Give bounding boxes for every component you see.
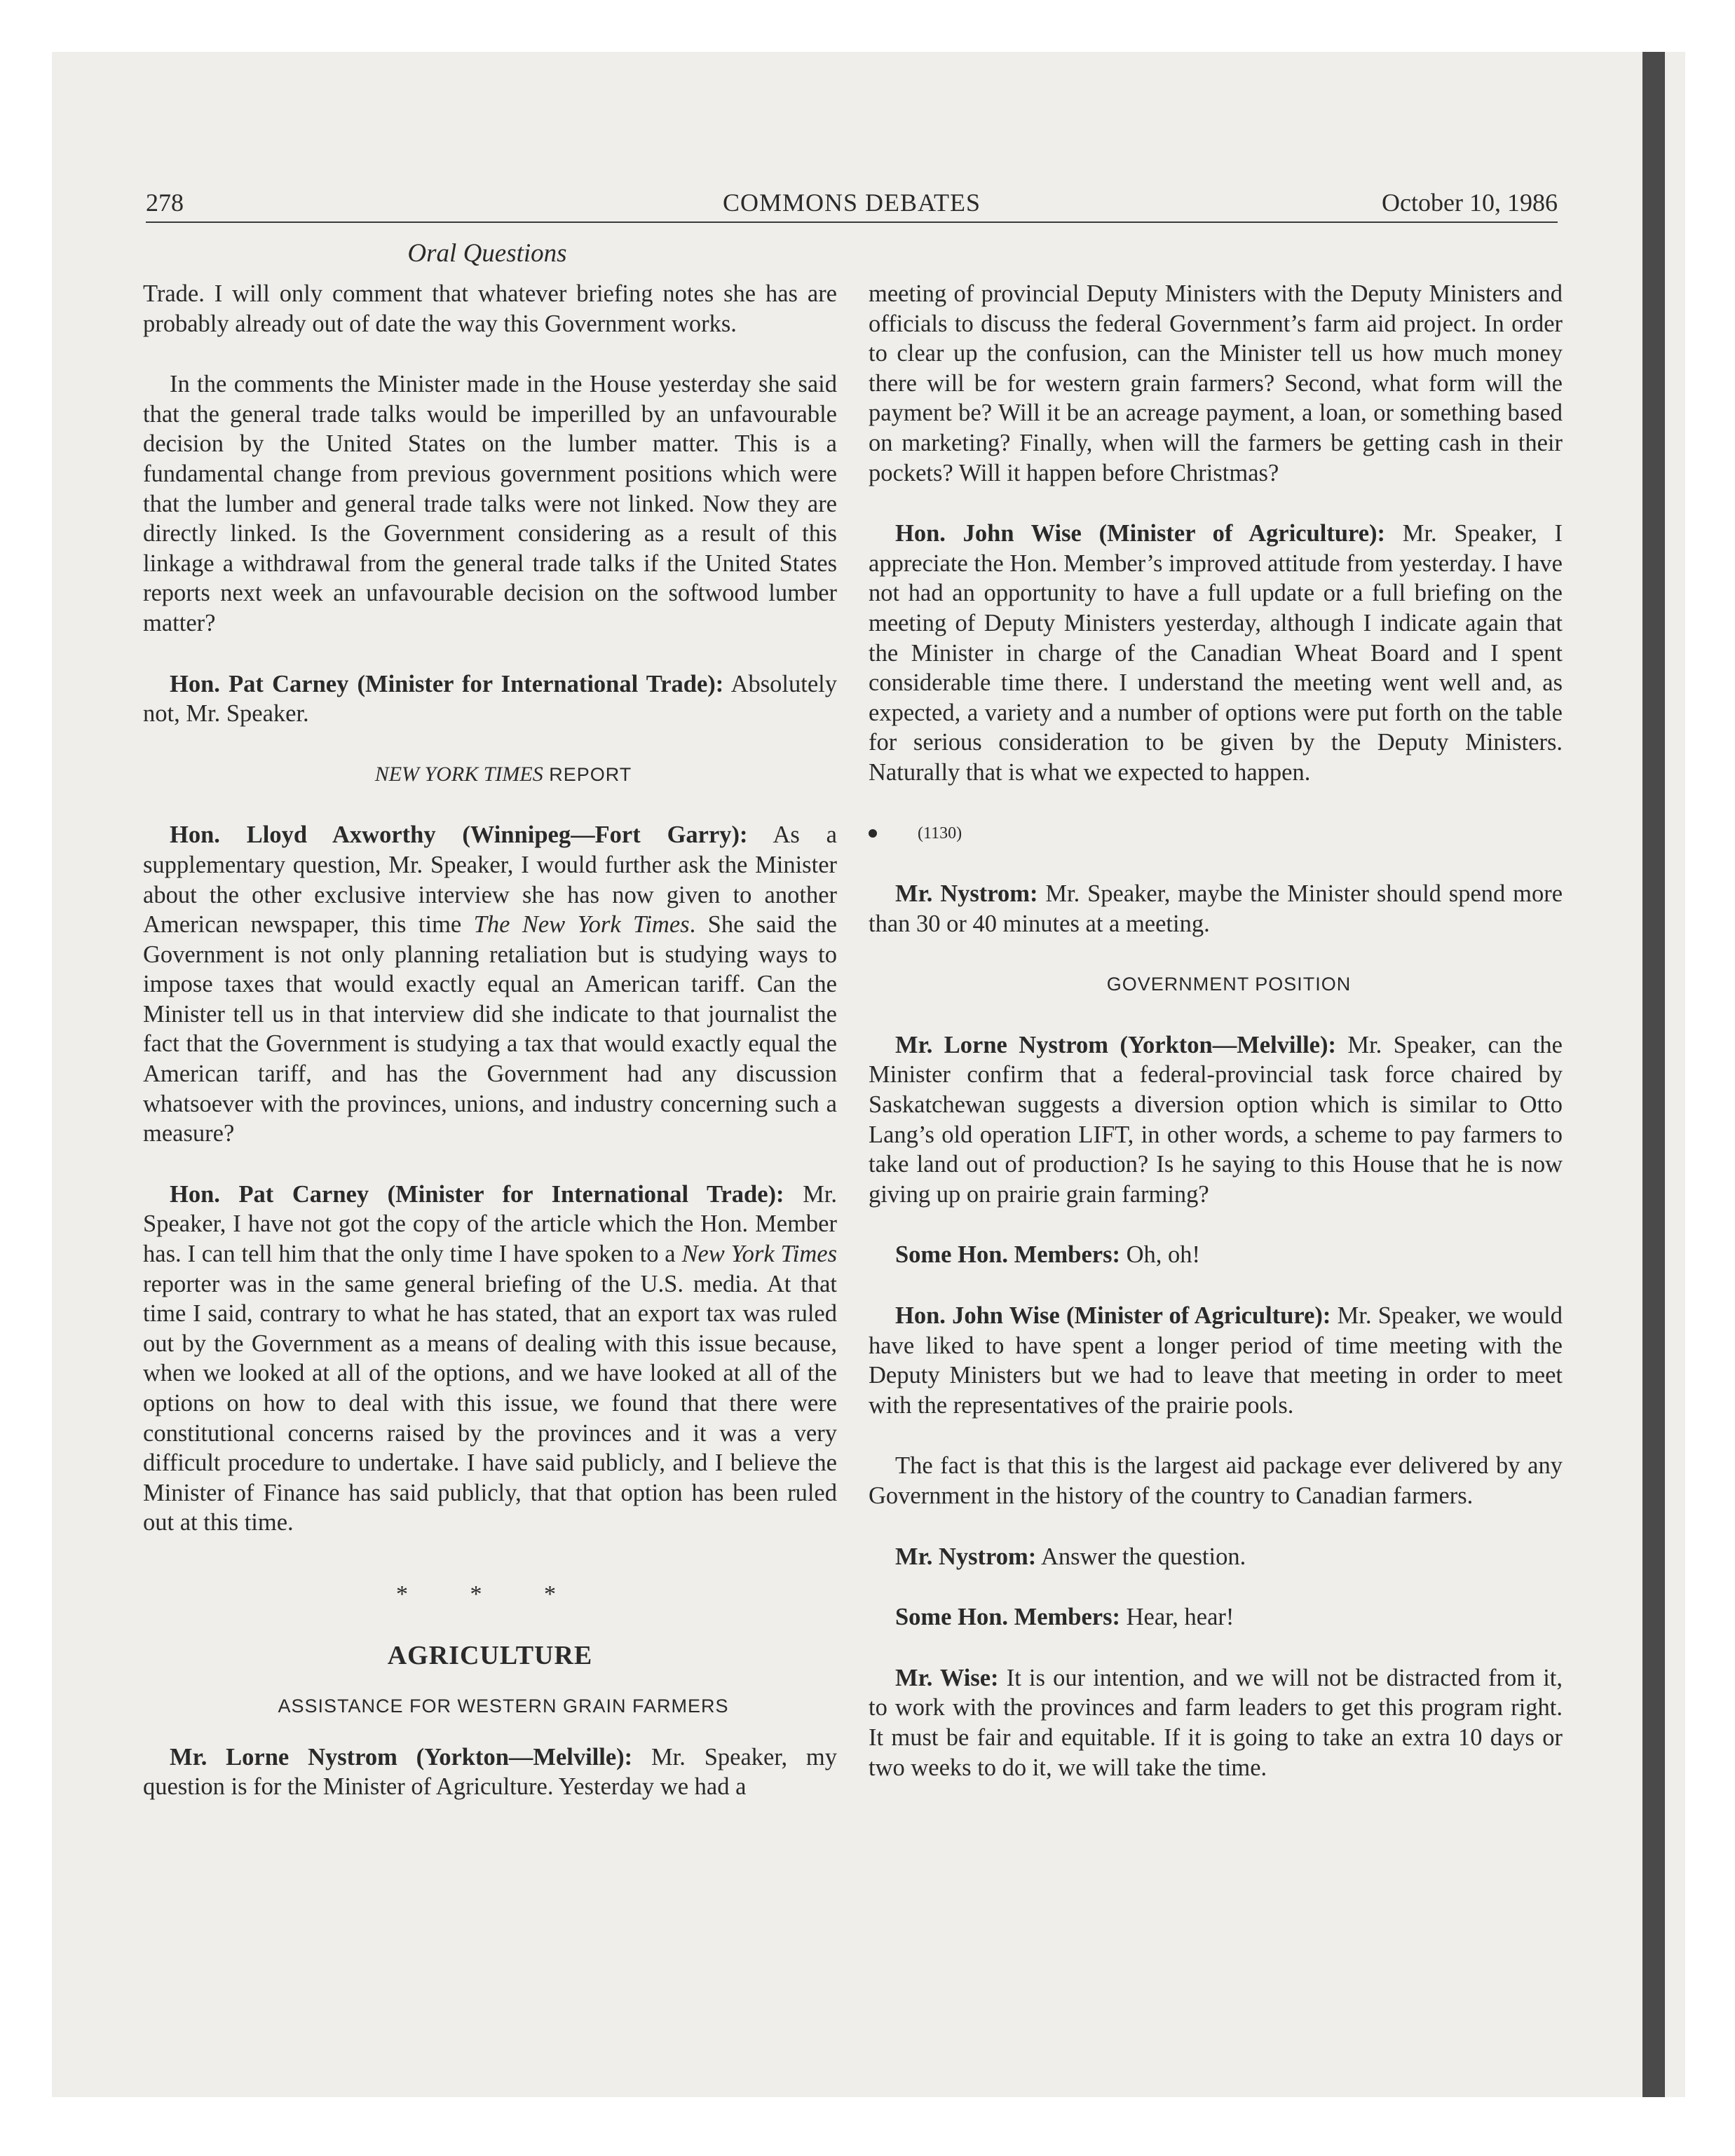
- left-column: [143, 279, 837, 1802]
- time-marker-text: (1130): [918, 824, 962, 842]
- speech: [143, 820, 837, 1149]
- speech-text: Mr. Speaker, I appreciate the Hon. Member’s improved attitude from yesterday. I have not had an opportunity to have a full update or a full briefing on the meeting of Deputy Ministers yesterday, although I indicate again that the Minister in charge of the Canadian Wheat Board and I spent considerable time there. I understand the meeting went well and, as expected, a variety and a number of options were put forth on the table for serious consideration to be given by the Deputy Ministers. Naturally that is what we expected to happen.: [869, 520, 1563, 786]
- paragraph: meeting of provincial Deputy Ministers with the Deputy Ministers and officials to discuss the federal Government’s farm aid project. In order to clear up the confusion, can the Minister tell us how much money there will be for western grain farmers? Second, what form will the payment be? Will it be an acreage payment, a loan, or something based on marketing? Finally, when will the farmers be getting cash in their pockets? Will it happen before Christmas?: [869, 280, 1563, 486]
- speech: [869, 879, 1563, 939]
- speech-text: reporter was in the same general briefing of the U.S. media. At that time I said, contrary to what he has stated, that an export tax was ruled out by the Government as a means of dealing with this issue because, when we looked at all of the options, and we have looked at all of the options on how to deal with this issue, we found that there were constitutional concerns raised by the provinces and it was a very difficult procedure to undertake. I have said publicly, and I believe the Minister of Finance has said publicly, that that option has been ruled out at this time.: [143, 1270, 837, 1536]
- paragraph: In the comments the Minister made in the House yesterday she said that the general trade talks would be imperilled by an unfavourable decision by the United States on the lumber matter. This is a fundamental change from previous government positions which were that the lumber and general trade talks were not linked. Now they are directly linked. Is the Government considering as a result of this linkage a withdrawal from the general trade talks if the United States reports next week an unfavourable decision on the softwood lumber matter?: [143, 371, 837, 636]
- speech: [869, 1542, 1563, 1572]
- section-heading: AGRICULTURE: [387, 1640, 593, 1670]
- speech-text: It is our intention, and we will not be distracted from it, to work with the provinces and farm leaders to get this program right. It must be fair and equitable. If it is going to take an extra 10 days or two weeks to do it, we will take the time.: [869, 1664, 1563, 1781]
- speech-text: Oh, oh!: [1126, 1241, 1201, 1269]
- publication-name: New York Times: [681, 1241, 837, 1268]
- speech: [143, 1180, 837, 1538]
- paragraph: Trade. I will only comment that whatever briefing notes she has are probably already out of date the way this Government works.: [143, 280, 837, 337]
- speech-text: Absolutely not, Mr. Speaker.: [143, 670, 837, 728]
- subheading: GOVERNMENT POSITION: [1106, 974, 1352, 995]
- speech-text: Mr. Speaker, maybe the Minister should spend more than 30 or 40 minutes at a meeting.: [869, 880, 1563, 937]
- speaker-name: Mr. Nystrom:: [895, 880, 1038, 908]
- bullet-dot: [869, 829, 877, 838]
- speech-text: Mr. Speaker, can the Minister confirm that a federal-provincial task force chaired by Saskatchewan suggests a diversion option which is similar to Otto Lang’s old operation LIFT, in other words, a scheme to pay farmers to take land out of production? Is he saying to this House that he is now giving up on prairie grain farming?: [869, 1031, 1563, 1208]
- subheading-nyt-report: [143, 760, 837, 790]
- speech: [143, 1742, 837, 1802]
- section-divider-stars: * * *: [396, 1581, 584, 1607]
- speech-text: Answer the question.: [1040, 1543, 1246, 1570]
- speaker-name: Hon. Lloyd Axworthy (Winnipeg—Fort Garry):: [170, 821, 748, 849]
- speech: [869, 1602, 1563, 1632]
- speaker-name: Some Hon. Members:: [895, 1604, 1120, 1631]
- page-date: October 10, 1986: [1382, 189, 1558, 217]
- speech: [143, 669, 837, 729]
- subheading-text: REPORT: [549, 763, 632, 785]
- speech: [869, 1663, 1563, 1782]
- subheading: ASSISTANCE FOR WESTERN GRAIN FARMERS: [278, 1696, 729, 1717]
- speech-text: Mr. Speaker, my question is for the Minister of Agriculture. Yesterday we had a: [143, 1743, 837, 1801]
- speaker-name: Mr. Lorne Nystrom (Yorkton—Melville):: [170, 1743, 633, 1770]
- scan-edge: [1642, 52, 1665, 2097]
- speaker-name: Mr. Lorne Nystrom (Yorkton—Melville):: [895, 1031, 1336, 1058]
- speaker-name: Hon. John Wise (Minister of Agriculture):: [895, 520, 1386, 547]
- running-head: Oral Questions: [407, 239, 567, 268]
- publication-title: COMMONS DEBATES: [722, 189, 981, 217]
- speaker-name: Mr. Nystrom:: [895, 1543, 1037, 1570]
- speech: [869, 1301, 1563, 1420]
- page-number: 278: [146, 189, 184, 217]
- right-column: [869, 279, 1563, 1782]
- paragraph: The fact is that this is the largest aid package ever delivered by any Government in the history of the country to Canadian farmers.: [869, 1452, 1563, 1509]
- speech: [869, 1240, 1563, 1270]
- time-marker: [869, 819, 1563, 849]
- speech-text: Mr. Speaker, we would have liked to have spent a longer period of time meeting with the Deputy Ministers but we had to leave that meeting in order to meet with the representatives of the prairie pools.: [869, 1302, 1563, 1419]
- speaker-name: Mr. Wise:: [895, 1664, 999, 1691]
- speech-text: As a supplementary question, Mr. Speaker, I would further ask the Minister about the other exclusive interview she has now given to another American newspaper, this time: [143, 821, 837, 939]
- speech-text: . She said the Government is not only planning retaliation but is studying ways to impose taxes that would exactly equal an American tariff. Can the Minister tell us in that interview did she indicate to that journalist the fact that the Government is studying a tax that would exactly equal the American tariff, and has the Government had any discussion whatsoever with the provinces, unions, and industry concerning such a measure?: [143, 911, 837, 1147]
- speaker-name: Hon. Pat Carney (Minister for International Trade):: [170, 670, 724, 697]
- speech-text: Mr. Speaker, I have not got the copy of the article which the Hon. Member has. I can tell him that the only time I have spoken to a: [143, 1180, 837, 1268]
- publication-name: The New York Times: [473, 911, 690, 939]
- page-header: [146, 188, 1558, 223]
- subheading-italic: NEW YORK TIMES: [374, 762, 543, 786]
- speech-text: Hear, hear!: [1126, 1604, 1234, 1631]
- speech: [869, 519, 1563, 787]
- speaker-name: Some Hon. Members:: [895, 1241, 1120, 1269]
- speech: [869, 1030, 1563, 1210]
- speaker-name: Hon. Pat Carney (Minister for International Trade):: [170, 1180, 784, 1208]
- speaker-name: Hon. John Wise (Minister of Agriculture):: [895, 1302, 1331, 1330]
